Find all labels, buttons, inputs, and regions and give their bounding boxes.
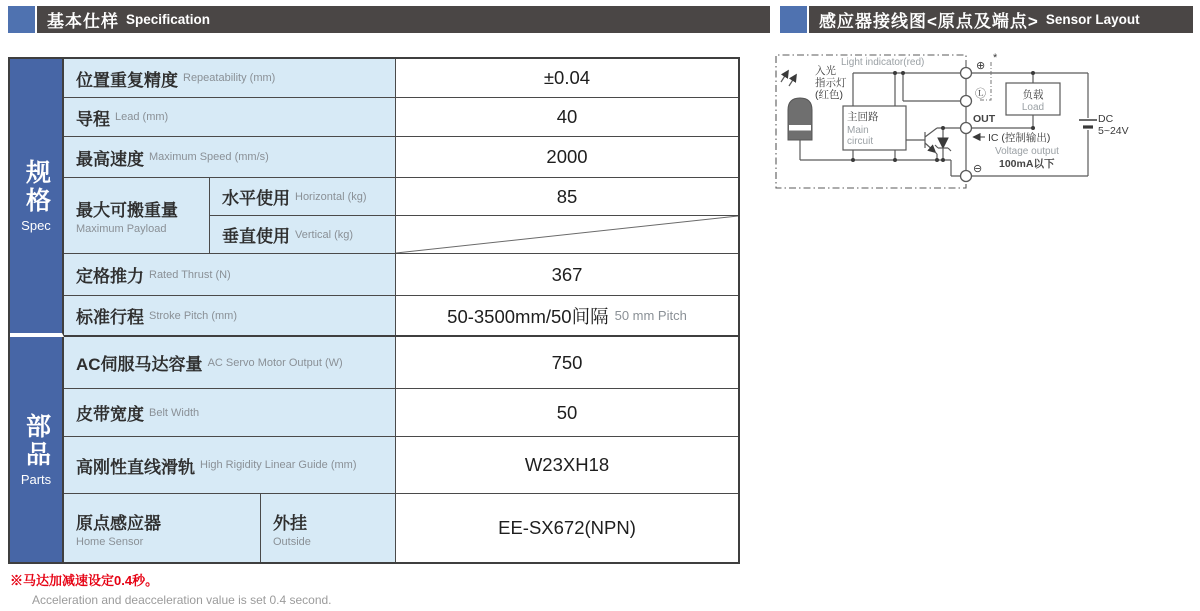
stroke-value-sub: 50 mm Pitch xyxy=(614,308,687,323)
row-label-zh: 外挂 xyxy=(273,513,307,533)
row-label-zh: 垂直使用 xyxy=(222,227,290,246)
spec-table xyxy=(8,57,740,564)
row-label-en: Belt Width xyxy=(149,406,200,419)
light-indicator-label-en: Light indicator(red) xyxy=(841,57,925,68)
terminal-plus-label: ⊕ xyxy=(976,60,986,72)
row-label-en: Repeatability (mm) xyxy=(183,72,276,84)
sensor-header-bar xyxy=(809,6,1193,33)
table-row-thrust xyxy=(64,254,738,296)
sensor-title-en: Sensor Layout xyxy=(1045,12,1140,27)
row-label-zh: 高刚性直线滑轨 xyxy=(76,457,195,477)
zener-diode-icon xyxy=(935,138,951,151)
transistor-emitter xyxy=(925,143,935,152)
light-indicator-label-zh3: (红色) xyxy=(815,89,843,101)
spec-header-bar xyxy=(37,6,770,33)
row-value: 40 xyxy=(396,98,738,136)
row-label-zh: 位置重复精度 xyxy=(76,70,178,90)
stroke-value-main: 50-3500mm/50间隔 xyxy=(447,305,609,327)
spec-section-header xyxy=(8,6,770,33)
row-value: 85 xyxy=(396,178,738,215)
main-circuit-label-en1: Main xyxy=(847,125,869,136)
table-row-repeatability xyxy=(64,59,738,98)
table-row-motor xyxy=(64,337,738,389)
row-value: 750 xyxy=(396,337,738,388)
voltage-output-label: Voltage output xyxy=(995,146,1059,157)
row-label-en: Maximum Speed (mm/s) xyxy=(149,151,269,163)
row-value: W23XH18 xyxy=(396,437,738,493)
terminal-star-label: * xyxy=(993,52,998,64)
row-label-en: Horizontal (kg) xyxy=(295,190,367,203)
row-value xyxy=(396,296,738,335)
section-label-spec xyxy=(10,59,64,337)
row-label-en: Home Sensor xyxy=(76,535,144,548)
dc-label-1: DC xyxy=(1098,113,1114,125)
row-label-en: Vertical (kg) xyxy=(295,228,354,241)
row-label-zh: 定格推力 xyxy=(76,267,144,286)
section-parts xyxy=(10,337,738,562)
row-label-zh: 水平使用 xyxy=(222,189,290,208)
terminal-out-label: OUT xyxy=(973,113,996,125)
footnote-en: Acceleration and deacceleration value is set 0.4 second. xyxy=(32,593,332,607)
sensor-title-zh: 感应器接线图<原点及端点> xyxy=(819,12,1039,31)
row-label-en: AC Servo Motor Output (W) xyxy=(207,356,343,369)
row-label-zh: 最大可搬重量 xyxy=(76,201,178,220)
section-label-parts-en: Parts xyxy=(20,471,52,487)
terminal-plus-circle xyxy=(961,68,972,79)
spec-title-en: Specification xyxy=(126,12,211,27)
row-value: 2000 xyxy=(396,137,738,177)
table-row-guide xyxy=(64,437,738,494)
table-row-belt xyxy=(64,389,738,437)
section-spec xyxy=(10,59,738,337)
main-circuit-label-en2: circuit xyxy=(847,136,874,147)
sensor-wiring-diagram xyxy=(773,48,1195,203)
light-indicator-led-icon xyxy=(788,98,812,140)
row-label-zh: 皮带宽度 xyxy=(76,405,144,424)
table-row-max-speed xyxy=(64,137,738,178)
row-label-zh: 最高速度 xyxy=(76,149,144,169)
row-value: 367 xyxy=(396,254,738,295)
row-label-zh: AC伺服马达容量 xyxy=(76,355,203,374)
section-label-spec-en: Spec xyxy=(21,218,51,233)
terminal-l-label: Ⓛ xyxy=(975,88,986,100)
table-row-payload xyxy=(64,178,738,254)
current-limit-label: 100mA以下 xyxy=(999,158,1055,170)
footnote xyxy=(10,570,332,607)
light-indicator-label-zh1: 入光 xyxy=(815,65,836,77)
section-label-parts xyxy=(10,337,64,562)
terminal-out-circle xyxy=(961,123,972,134)
light-indicator-label-zh2: 指示灯 xyxy=(815,77,847,89)
accent-square-icon xyxy=(780,6,807,33)
table-row-stroke xyxy=(64,296,738,335)
row-label-en: Lead (mm) xyxy=(115,111,169,123)
row-value-na-diagonal xyxy=(396,216,738,253)
table-row-lead xyxy=(64,98,738,137)
dc-label-2: 5~24V xyxy=(1098,125,1129,137)
footnote-zh: ※马达加减速设定0.4秒。 xyxy=(10,573,159,588)
ic-label: IC (控制输出) xyxy=(988,132,1051,144)
main-circuit-label-zh: 主回路 xyxy=(847,111,879,123)
load-label-en: Load xyxy=(1021,102,1045,113)
row-label-en: High Rigidity Linear Guide (mm) xyxy=(200,459,357,471)
accent-square-icon xyxy=(8,6,35,33)
battery-icon xyxy=(1079,120,1097,127)
row-label-zh: 标准行程 xyxy=(76,308,144,327)
row-value: ±0.04 xyxy=(396,59,738,97)
row-label-zh: 导程 xyxy=(76,109,110,129)
sensor-layout-header xyxy=(780,6,1193,33)
row-value: EE-SX672(NPN) xyxy=(396,494,738,562)
section-label-parts-zh: 部品 xyxy=(22,412,51,469)
row-label-en: Outside xyxy=(273,535,311,548)
row-label-en: Stroke Pitch (mm) xyxy=(149,309,238,322)
spec-title-zh: 基本仕样 xyxy=(47,12,119,31)
terminal-minus-circle xyxy=(961,171,972,182)
row-label-en: Rated Thrust (N) xyxy=(149,268,231,281)
wiring-diagram-svg xyxy=(773,48,1195,203)
row-label-en: Maximum Payload xyxy=(76,223,167,235)
table-row-payload-horizontal xyxy=(210,178,738,216)
terminal-l-circle xyxy=(961,96,972,107)
row-value: 50 xyxy=(396,389,738,436)
diagonal-strike-icon xyxy=(396,216,738,253)
terminal-minus-label: ⊖ xyxy=(973,163,983,175)
row-label-zh: 原点感应器 xyxy=(76,513,161,533)
home-sensor-mount-cell xyxy=(261,494,396,562)
table-row-home-sensor xyxy=(64,494,738,562)
section-label-spec-zh: 规格 xyxy=(22,159,51,215)
table-row-payload-vertical xyxy=(210,216,738,253)
load-label-zh: 负载 xyxy=(1022,89,1044,101)
incident-light-arrows-icon xyxy=(781,71,796,86)
